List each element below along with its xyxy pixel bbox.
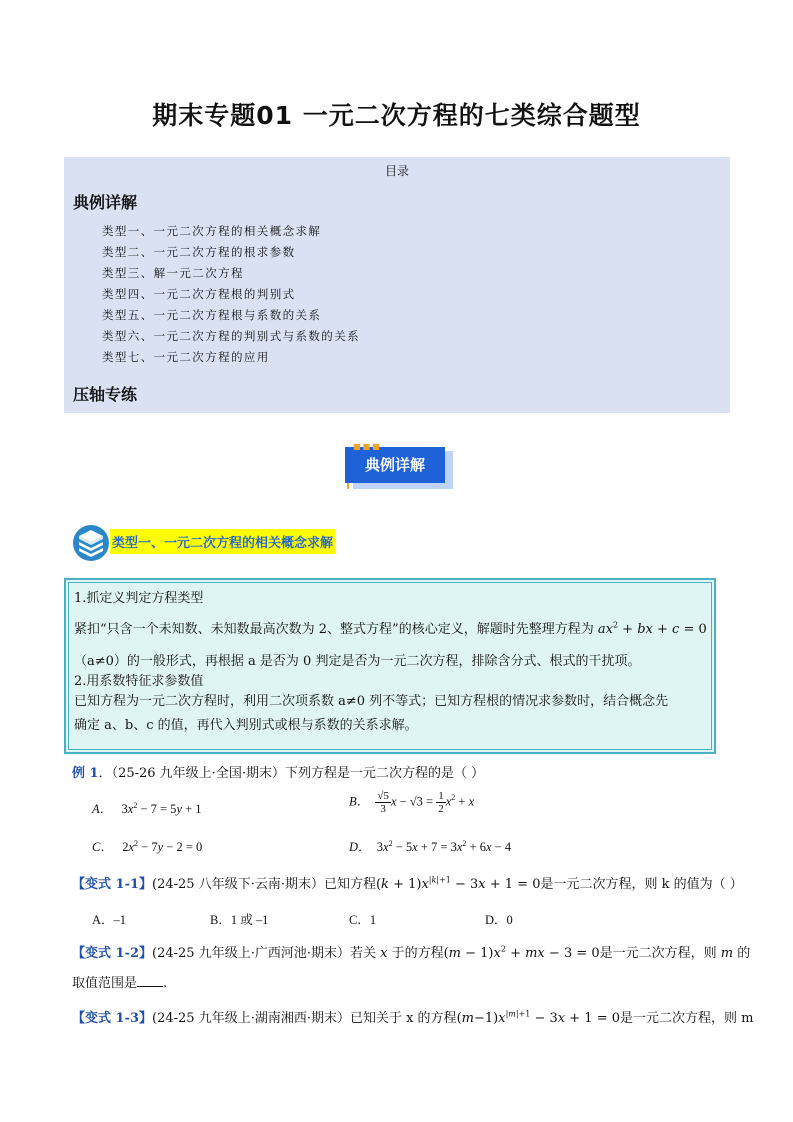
variant-1-2-formula: $(m - 1)x^2$ + mx − 3 = 0 [443,944,600,961]
variant-1-1 [72,873,743,892]
method-summary-box [64,578,716,754]
variant-1-1-option-c[interactable]: C．1 [349,913,377,927]
method-line-1: 1.抓定义判定方程类型 [74,591,204,606]
variant-1-1-post: 是一元二次方程，则 k 的值为（ ） [540,877,743,892]
variant-1-2-mid: 于的方程 [391,946,444,961]
toc-item-4[interactable]: 类型四、一元二次方程根的判别式 [102,287,296,301]
toc-item-5[interactable]: 类型五、一元二次方程根与系数的关系 [102,308,322,322]
toc-item-2[interactable]: 类型二、一元二次方程的根求参数 [102,245,296,259]
type1-heading: 类型一、一元二次方程的相关概念求解 [110,529,335,554]
toc-section-practice[interactable]: 压轴专练 [73,385,138,404]
variant-1-2-label: 【变式 1-2】 [72,946,153,961]
variant-1-3-pre: (24-25 九年级上·湖南湘西·期末）已知关于 x 的方程 [152,1011,457,1026]
example-1-question: ．（25-26 九年级上·全国·期末）下列方程是一元二次方程的是（ ） [98,766,485,781]
variant-1-1-label: 【变式 1-1】 [72,877,153,892]
example-1-option-d[interactable]: D． $3x^2 - 5x + 7 = 3x^2 + 6x - 4$ [349,838,512,854]
table-of-contents [64,157,730,413]
page-title: 期末专题01 一元二次方程的七类综合题型 [152,101,641,130]
method-line-2-text: 紧扣“只含一个未知数、未知数最高次数为 2、整式方程”的核心定义，解题时先整理方程为 [74,622,594,637]
variant-1-2-pre: (24-25 九年级上·广西河池·期末）若关 [152,946,376,961]
variant-1-2-tail: 的 [737,946,751,961]
example-1-option-c[interactable]: C． $2x^2 - 7y - 2 = 0$ [92,838,203,854]
banner-tick-decoration [347,483,349,489]
variant-1-2-line-2-text: 取值范围是 [72,976,138,991]
example-1-label: 例 1 [72,766,99,781]
variant-1-1-option-d[interactable]: D．0 [485,913,513,927]
variant-1-1-formula: $(k + 1)x^{|k|+1} - 3x + 1 = 0$ [375,875,541,892]
variant-1-2-line-2-end: . [163,976,168,991]
toc-item-3[interactable]: 类型三、解一元二次方程 [102,266,244,280]
variant-1-1-option-a[interactable]: A．–1 [92,913,127,927]
general-form-formula: $ax^2$ + bx + c = 0 [597,620,707,637]
variant-1-1-option-b[interactable]: B．1 或 –1 [210,913,269,927]
banner-dots-decoration: ■■■ [353,442,382,451]
variant-1-3 [72,1007,753,1026]
example-1-option-a[interactable]: A． $3x^2 - 7 = 5y + 1$ [92,800,202,816]
variant-1-1-pre: (24-25 八年级下·云南·期末）已知方程 [152,877,376,892]
toc-heading: 目录 [384,164,409,178]
toc-item-1[interactable]: 类型一、一元二次方程的相关概念求解 [102,224,322,238]
toc-item-6[interactable]: 类型六、一元二次方程的判别式与系数的关系 [102,329,360,343]
option-a-label: A． [92,802,113,816]
toc-item-7[interactable]: 类型七、一元二次方程的应用 [102,350,270,364]
section-banner [345,443,457,491]
option-c-label: C． [92,840,113,854]
variant-1-2: 【变式 1-2】(24-25 九年级上·广西河池·期末）若关 x 于的方程$(m - 1)x^2$ + mx − 3 = 0是一元二次方程，则 m 的 [72,944,751,961]
example-1 [72,762,484,781]
variant-1-3-label: 【变式 1-3】 [72,1011,153,1026]
method-line-2 [74,618,707,637]
method-line-5: 已知方程为一元二次方程时，利用二次项系数 a≠0 列不等式；已知方程根的情况求参数时，结合概念先 [74,694,669,709]
book-stack-icon [72,524,110,562]
variant-1-3-post: 是一元二次方程，则 m [620,1011,754,1026]
option-d-label: D． [349,840,371,854]
method-line-3: （a≠0）的一般形式，再根据 a 是否为 0 判定是否为一元二次方程，排除含分式、根式的干扰项。 [74,654,641,669]
toc-section-examples[interactable]: 典例详解 [73,193,138,212]
variant-1-2-line-2 [72,972,167,991]
method-line-6: 确定 a、b、c 的值，再代入判别式或根与系数的关系求解。 [74,718,418,733]
option-b-label: B． [349,794,370,809]
example-1-option-b[interactable]: B． $\frac{√5}{3}$ x − √3 = $\frac{1}{2}$ $x^2 + x$ [349,790,475,815]
banner-label: 典例详解 [345,447,445,483]
answer-blank[interactable] [137,974,163,987]
variant-1-2-post: 是一元二次方程，则 [599,946,717,961]
variant-1-3-formula: $(m-1)x^{|m|+1} - 3x + 1 = 0$ [456,1009,620,1026]
method-line-4: 2.用系数特征求参数值 [74,674,204,689]
